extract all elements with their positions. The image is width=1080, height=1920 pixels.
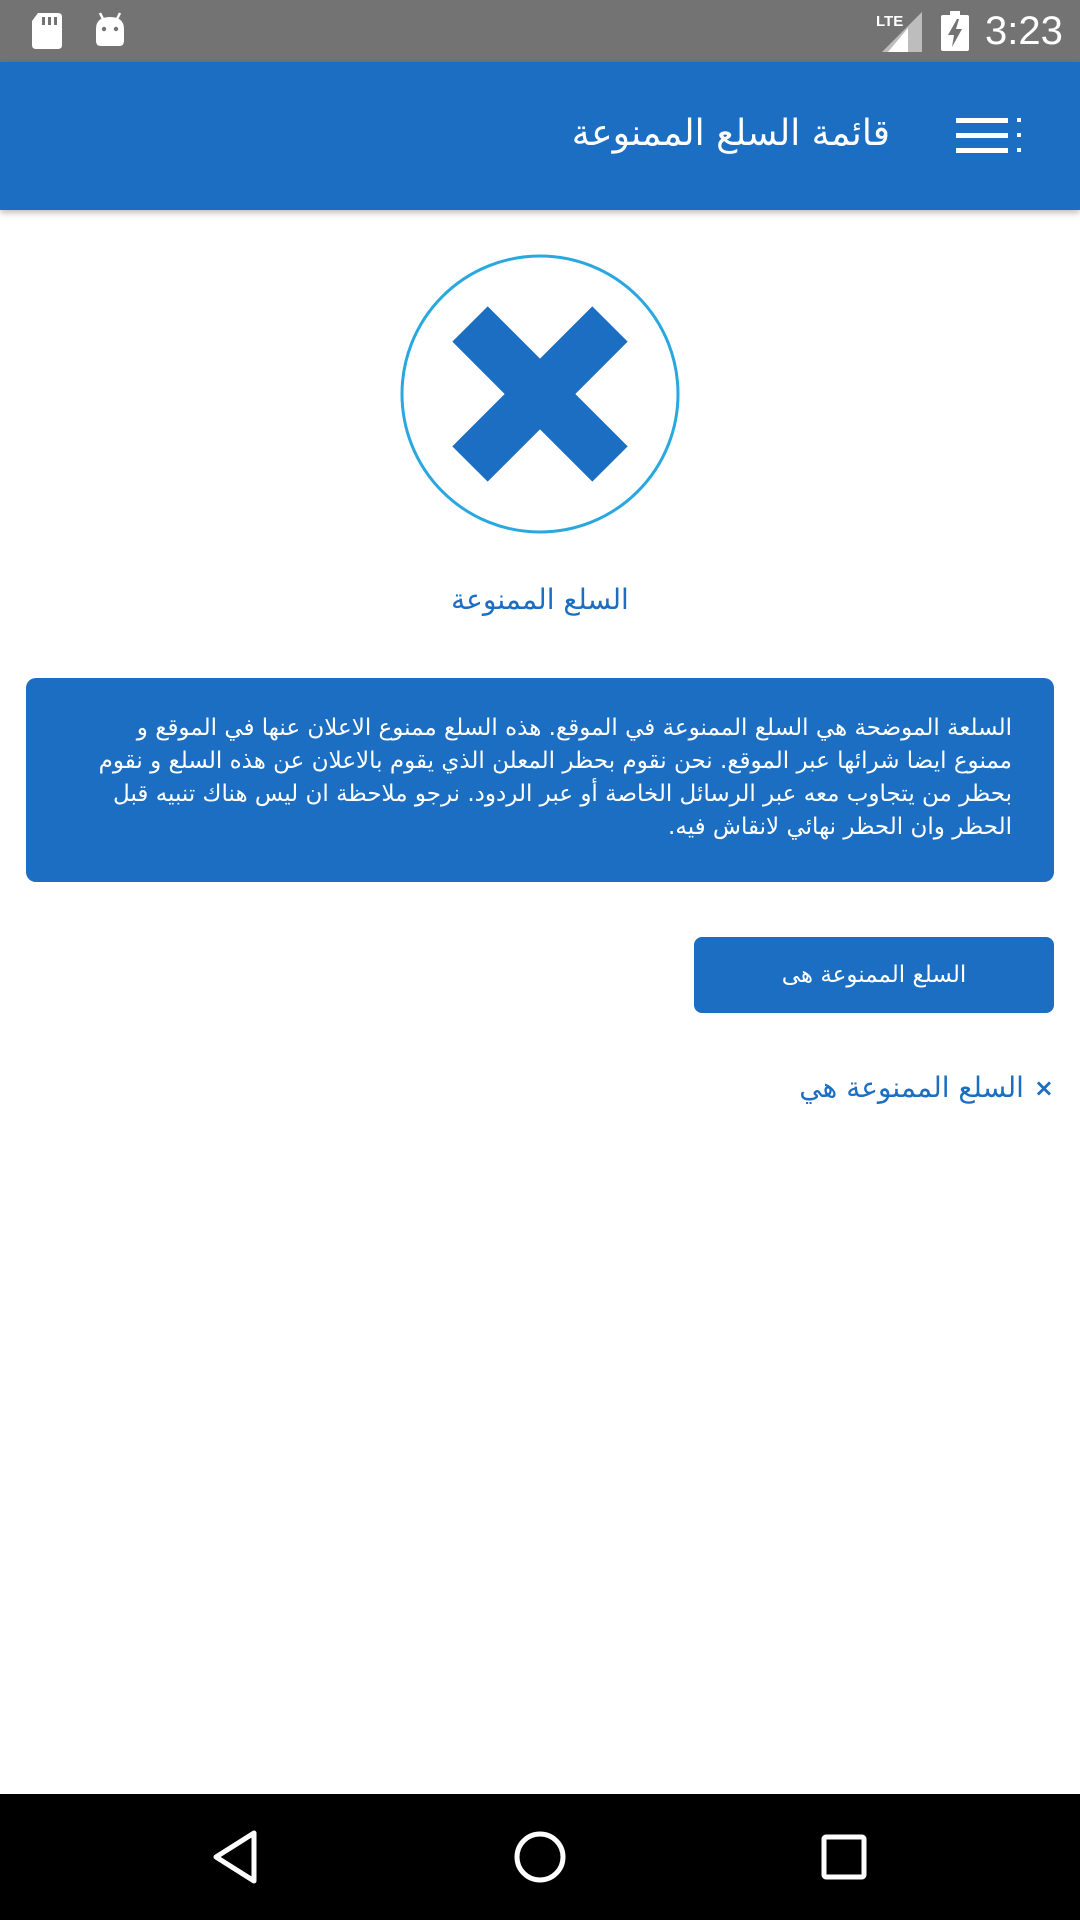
lte-signal-icon (876, 10, 922, 52)
battery-charging-icon (941, 11, 969, 51)
menu-icon (956, 118, 1021, 153)
lte-label: LTE (876, 13, 904, 30)
status-time: 3:23 (985, 9, 1063, 53)
info-box (26, 678, 1054, 882)
menu-button[interactable] (950, 106, 1026, 166)
home-icon[interactable] (510, 1827, 570, 1887)
banned-items-button[interactable]: السلع الممنوعة هى (694, 937, 1054, 1013)
page-title: قائمة السلع الممنوعة (571, 113, 890, 154)
list-item[interactable] (799, 1063, 1054, 1113)
back-icon[interactable] (206, 1827, 266, 1887)
sd-card-icon (32, 13, 62, 49)
close-icon (400, 254, 680, 534)
close-icon: × (1033, 1074, 1054, 1102)
app-bar (0, 62, 1080, 210)
section-heading: السلع الممنوعة (451, 583, 629, 616)
recents-icon[interactable] (814, 1827, 874, 1887)
status-bar (0, 0, 1080, 62)
list-item-label: السلع الممنوعة هي (799, 1071, 1024, 1104)
android-icon (94, 11, 126, 47)
navigation-bar (0, 1794, 1080, 1920)
info-text: السلعة الموضحة هي السلع الممنوعة في الموقع. هذه السلع ممنوع الاعلان عنها في الموقع و ممنوع ايضا شرائها عبر الموقع. نحن نقوم بحظر المعلن الذي يقوم بالاعلان عن هذه السلع و نقوم بحظر من يتجاوب معه عبر الرسائل الخاصة أو عبر الردود. نرجو ملاحظة ان ليس هناك تنبيه قبل الحظر وان الحظر نهائي لانقاش فيه. (98, 715, 1012, 840)
